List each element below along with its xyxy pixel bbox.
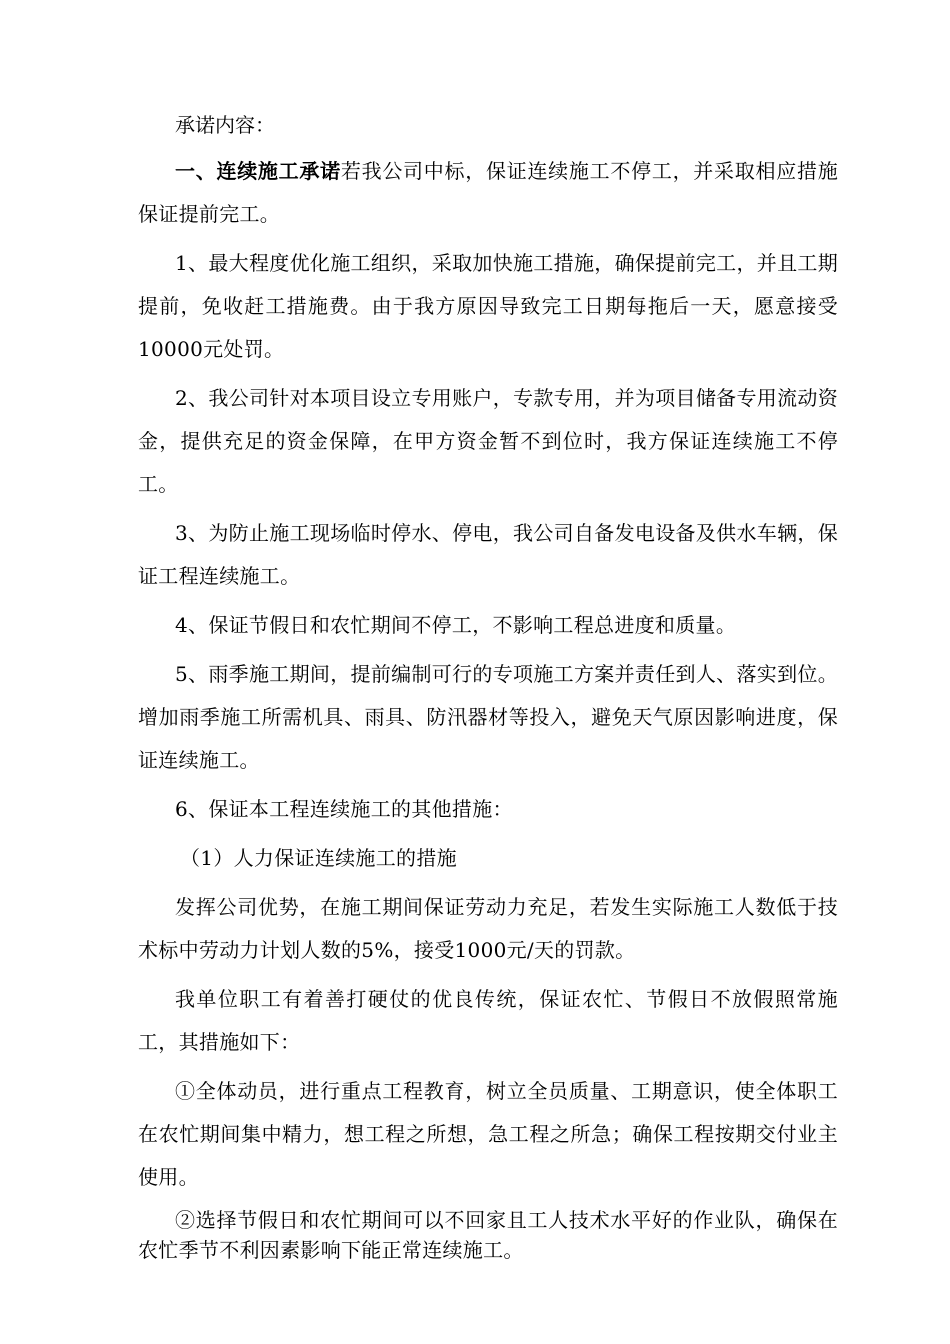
item-2: 2、我公司针对本项目设立专用账户，专款专用，并为项目储备专用流动资金，提供充足的资金保障，在甲方资金暂不到位时，我方保证连续施工不停工。: [138, 386, 838, 496]
item-1: 1、最大程度优化施工组织，采取加快施工措施，确保提前完工，并且工期提前，免收赶工措施费。由于我方原因导致完工日期每拖后一天，愿意接受10000元处罚。: [138, 251, 838, 361]
paragraph-tradition: 我单位职工有着善打硬仗的优良传统，保证农忙、节假日不放假照常施工，其措施如下：: [138, 987, 838, 1054]
section-1-title: 一、连续施工承诺: [175, 159, 341, 183]
section-1-text: 若我公司中标，保证连续施工不停工，并采取相应措施保证提前完工。: [138, 159, 838, 226]
item-4: 4、保证节假日和农忙期间不停工，不影响工程总进度和质量。: [175, 613, 737, 637]
measure-2: ②选择节假日和农忙期间可以不回家且工人技术水平好的作业队，确保在农忙季节不利因素影响下能正常连续施工。: [138, 1208, 838, 1262]
item-3: 3、为防止施工现场临时停水、停电，我公司自备发电设备及供水车辆，保证工程连续施工。: [138, 521, 838, 588]
item-5: 5、雨季施工期间，提前编制可行的专项施工方案并责任到人、落实到位。增加雨季施工所需机具、雨具、防汛器材等投入，避免天气原因影响进度，保证连续施工。: [138, 662, 838, 772]
measure-1: ①全体动员，进行重点工程教育，树立全员质量、工期意识，使全体职工在农忙期间集中精力，想工程之所想，急工程之所急；确保工程按期交付业主使用。: [138, 1079, 838, 1189]
commitment-heading: 承诺内容：: [175, 113, 275, 137]
item-6: 6、保证本工程连续施工的其他措施：: [175, 797, 513, 821]
section-1-paragraph: [138, 150, 838, 236]
sub-heading-manpower: （1）人力保证连续施工的措施: [180, 846, 457, 870]
paragraph-labor: 发挥公司优势，在施工期间保证劳动力充足，若发生实际施工人数低于技术标中劳动力计划人数的5%，接受1000元/天的罚款。: [138, 895, 838, 962]
document-body: [138, 150, 838, 1265]
